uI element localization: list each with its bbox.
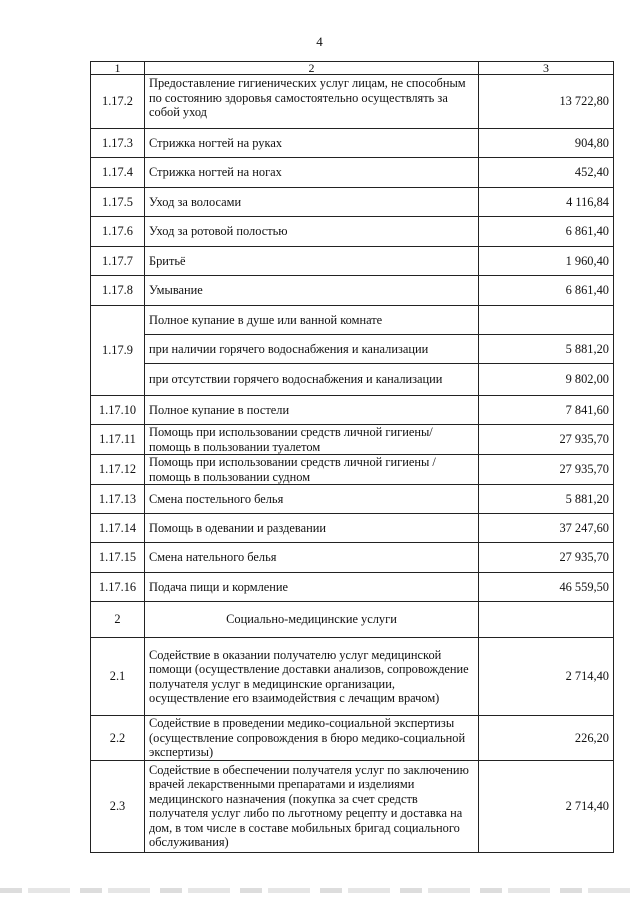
row-service-name: Содействие в обеспечении получателя услуг по заключению врачей лекарственными препаратами и изделиями медицинского назначения (покупка за счет средств получателя услуг либо по льготному рецепту и доставка на дом, в том числе в составе мобильных бригад социального обслуживания) (145, 760, 479, 852)
row-code: 1.17.4 (91, 158, 145, 188)
table-row (91, 188, 614, 217)
row-service-name: Полное купание в постели (145, 396, 479, 425)
row-price: 27 935,70 (479, 455, 614, 485)
row-service-name: Уход за волосами (145, 188, 479, 217)
subrow-price: 5 881,20 (479, 335, 614, 364)
row-code: 2.2 (91, 716, 145, 761)
row-service-name: Подача пищи и кормление (145, 573, 479, 602)
row-service-name: Содействие в проведении медико-социальной экспертизы (осуществление сопровождения в бюро медико-социальной экспертизы) (145, 716, 479, 761)
row-code: 1.17.2 (91, 75, 145, 129)
row-service-name: Бритьё (145, 247, 479, 276)
row-service-name: Полное купание в душе или ванной комнате (145, 306, 479, 335)
table-row (91, 425, 614, 455)
row-code: 1.17.3 (91, 129, 145, 158)
table-row (91, 75, 614, 129)
row-code: 1.17.13 (91, 485, 145, 514)
section-header-row (91, 602, 614, 638)
table-row (91, 760, 614, 852)
row-price: 452,40 (479, 158, 614, 188)
header-col-2: 2 (145, 62, 479, 75)
row-service-name: Смена постельного белья (145, 485, 479, 514)
row-code: 1.17.5 (91, 188, 145, 217)
row-price: 6 861,40 (479, 276, 614, 306)
table-row (91, 158, 614, 188)
table-row (91, 638, 614, 716)
row-code: 1.17.16 (91, 573, 145, 602)
row-service-name: Умывание (145, 276, 479, 306)
row-price: 6 861,40 (479, 217, 614, 247)
page-number: 4 (316, 34, 323, 49)
table-row (91, 716, 614, 761)
row-code: 1.17.10 (91, 396, 145, 425)
row-code: 1.17.9 (91, 306, 145, 396)
section-price-empty (479, 602, 614, 638)
row-service-name: Стрижка ногтей на руках (145, 129, 479, 158)
table-row (91, 543, 614, 573)
row-price-empty (479, 306, 614, 335)
section-title: Социально-медицинские услуги (145, 602, 479, 638)
table-row (91, 217, 614, 247)
table-row (91, 396, 614, 425)
row-service-name: Стрижка ногтей на ногах (145, 158, 479, 188)
row-price: 27 935,70 (479, 543, 614, 573)
row-price: 2 714,40 (479, 638, 614, 716)
row-price: 27 935,70 (479, 425, 614, 455)
section-code: 2 (91, 602, 145, 638)
table-header-row (91, 62, 614, 75)
header-col-3: 3 (479, 62, 614, 75)
row-price: 1 960,40 (479, 247, 614, 276)
table-row (91, 247, 614, 276)
table-row (91, 306, 614, 335)
row-code: 2.1 (91, 638, 145, 716)
table-subrow (91, 364, 614, 396)
row-price: 904,80 (479, 129, 614, 158)
row-price: 37 247,60 (479, 514, 614, 543)
table-row (91, 514, 614, 543)
row-service-name: Предоставление гигиенических услуг лицам, не способным по состоянию здоровья самостоятельно осуществлять за собой уход (145, 75, 479, 129)
row-price: 46 559,50 (479, 573, 614, 602)
row-code: 1.17.7 (91, 247, 145, 276)
row-code: 1.17.11 (91, 425, 145, 455)
table-body (91, 62, 614, 853)
row-code: 1.17.6 (91, 217, 145, 247)
table-subrow (91, 335, 614, 364)
table-row (91, 485, 614, 514)
subrow-service-name: при отсутствии горячего водоснабжения и канализации (145, 364, 479, 396)
row-code: 1.17.12 (91, 455, 145, 485)
row-service-name: Помощь при использовании средств личной гигиены/помощь в пользовании туалетом (145, 425, 479, 455)
row-service-name: Смена нательного белья (145, 543, 479, 573)
row-service-name: Содействие в оказании получателю услуг медицинской помощи (осуществление доставки анализов, сопровождение получателя услуг в медицинские организации, осуществление его взаимодействия с лечащим врачом) (145, 638, 479, 716)
row-service-name: Помощь при использовании средств личной гигиены / помощь в пользовании судном (145, 455, 479, 485)
table-row (91, 129, 614, 158)
row-code: 2.3 (91, 760, 145, 852)
row-service-name: Уход за ротовой полостью (145, 217, 479, 247)
subrow-service-name: при наличии горячего водоснабжения и канализации (145, 335, 479, 364)
row-price: 2 714,40 (479, 760, 614, 852)
row-price: 7 841,60 (479, 396, 614, 425)
row-price: 13 722,80 (479, 75, 614, 129)
row-price: 4 116,84 (479, 188, 614, 217)
subrow-price: 9 802,00 (479, 364, 614, 396)
row-price: 226,20 (479, 716, 614, 761)
table-row (91, 455, 614, 485)
row-code: 1.17.15 (91, 543, 145, 573)
table-row (91, 573, 614, 602)
table-row (91, 276, 614, 306)
services-price-table (90, 61, 614, 853)
row-service-name: Помощь в одевании и раздевании (145, 514, 479, 543)
row-code: 1.17.14 (91, 514, 145, 543)
row-price: 5 881,20 (479, 485, 614, 514)
header-col-1: 1 (91, 62, 145, 75)
scan-artifact-line (0, 888, 639, 893)
row-code: 1.17.8 (91, 276, 145, 306)
